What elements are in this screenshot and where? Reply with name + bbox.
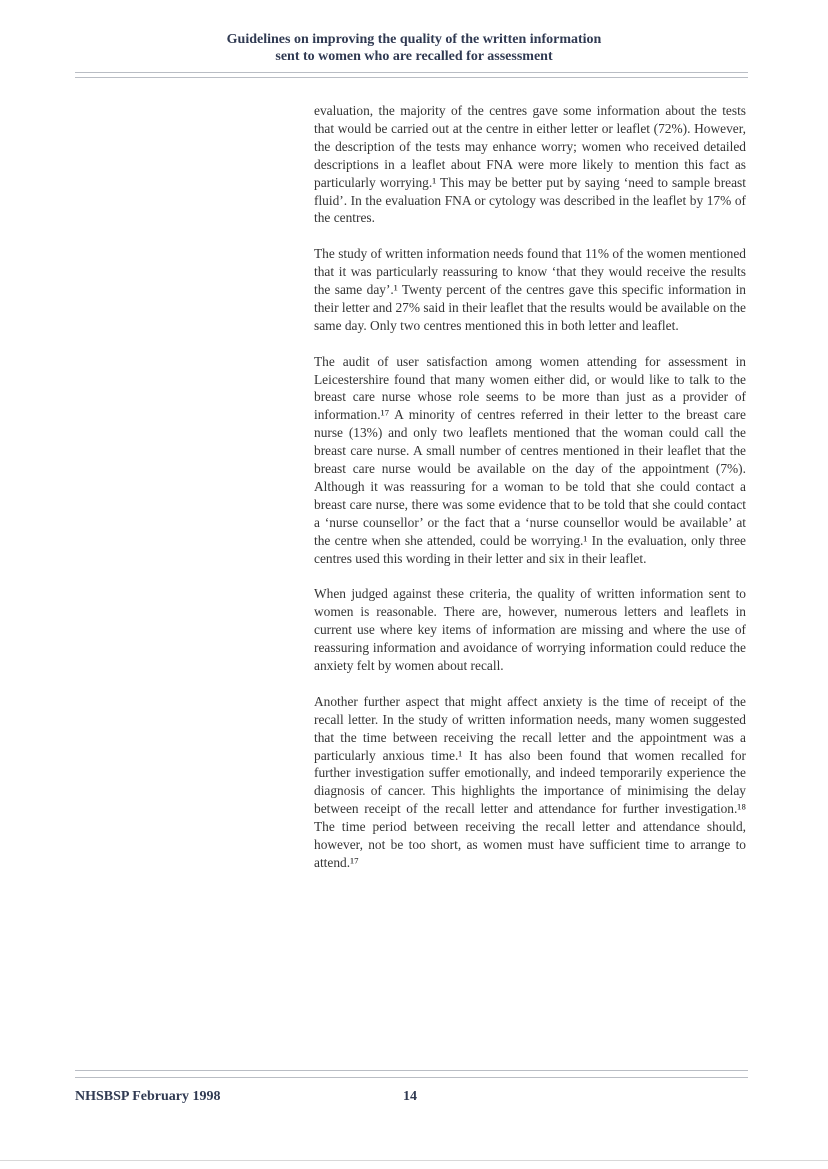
paragraph-recall-letter-timing: Another further aspect that might affect anxiety is the time of receipt of the recall letter. In the study of written information needs, many women suggested that the time between receiving the recall letter and the appointment was a particularly anxious time.¹ It has also been found that women recalled for further investigation suffer emotionally, and indeed temporarily experience the diagnosis of cancer. This highlights the importance of minimising the delay between receipt of the recall letter and attendance for further investigation.¹⁸ The time period between receiving the recall letter and attendance should, however, not be too short, as women must have sufficient time to arrange to attend.¹⁷	[314, 693, 746, 870]
header-title-line-1: Guidelines on improving the quality of the written information	[226, 32, 602, 47]
body-text	[314, 102, 746, 890]
paragraph-criteria-judgement: When judged against these criteria, the quality of written information sent to women is reasonable. There are, however, numerous letters and leaflets in current use where key items of information are missing and where the use of reassuring information and avoidance of worrying information could reduce the anxiety felt by women about recall.	[314, 586, 746, 674]
header-divider	[75, 72, 748, 78]
footer-publication: NHSBSP February 1998	[75, 1089, 221, 1104]
paragraph-evaluation: evaluation, the majority of the centres gave some information about the tests that would be carried out at the centre in either letter or leaflet (72%). However, the description of the tests may enhance worry; women who received detailed descriptions in a leaflet about FNA were more likely to mention this fact as particularly worrying.¹ This may be better put by saying ‘need to sample breast fluid’. In the evaluation FNA or cytology was described in the leaflet by 17% of the centres.	[314, 103, 746, 226]
paragraph-breast-care-nurse: The audit of user satisfaction among women attending for assessment in Leicestershire found that many women either did, or would like to talk to the breast care nurse whose role seems to be more than just as a provider of information.¹⁷ A minority of centres referred in their letter to the breast care nurse (13%) and only two leaflets mentioned that the woman could call the breast care nurse. A small number of centres mentioned in their leaflet that the breast care nurse would be available on the day of the appointment (7%). Although it was reassuring for a woman to be told that she could contact a breast care nurse, there was some evidence that to be told that she could contact a ‘nurse counsellor’ or the fact that a ‘nurse counsellor would be available’ at the centre when she attended, could be worrying.¹ In the evaluation, only three centres used this wording in their letter and six in their leaflet.	[314, 353, 746, 566]
page-header	[0, 31, 828, 65]
page-number: 14	[403, 1089, 417, 1104]
footer-divider	[75, 1070, 748, 1078]
header-title-line-2: sent to women who are recalled for assessment	[275, 49, 553, 64]
paragraph-results-same-day: The study of written information needs found that 11% of the women mentioned that it was particularly reassuring to know ‘that they would receive the results the same day’.¹ Twenty percent of the centres gave this specific information in their letter and 27% said in their leaflet that the results would be available on the same day. Only two centres mentioned this in both letter and leaflet.	[314, 246, 746, 333]
page-edge-line	[0, 1160, 828, 1161]
